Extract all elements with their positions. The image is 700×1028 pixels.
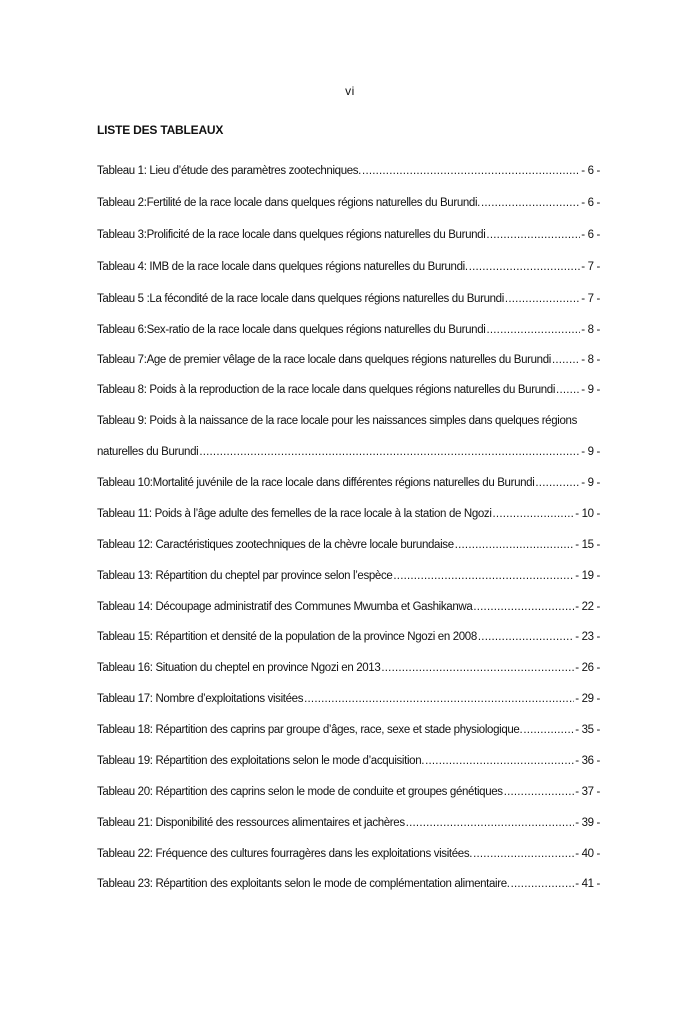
toc-entry-page: - 9 - bbox=[581, 384, 600, 396]
toc-entry-page: - 7 - bbox=[581, 261, 600, 273]
toc-entry-title: Tableau 16: Situation du cheptel en province Ngozi en 2013 bbox=[97, 662, 381, 674]
toc-entry-8[interactable] bbox=[97, 382, 600, 398]
dot-leader bbox=[199, 444, 580, 460]
toc-entry-page: - 23 - bbox=[575, 631, 600, 643]
toc-entry-page: - 9 - bbox=[581, 446, 600, 458]
toc-entry-title: Tableau 13: Répartition du cheptel par province selon l’espèce bbox=[97, 570, 393, 582]
dot-leader bbox=[523, 722, 574, 738]
dot-leader bbox=[425, 753, 574, 769]
toc-entry-19[interactable] bbox=[97, 753, 600, 769]
dot-leader bbox=[556, 382, 580, 398]
toc-entry-14[interactable] bbox=[97, 599, 600, 615]
toc-entry-title: Tableau 14: Découpage administratif des Communes Mwumba et Gashikanwa bbox=[97, 601, 473, 613]
toc-entry-title: Tableau 18: Répartition des caprins par groupe d’âges, race, sexe et stade physiologique. bbox=[97, 724, 523, 736]
toc-entry-page: - 29 - bbox=[575, 693, 600, 705]
dot-leader bbox=[362, 163, 580, 179]
toc-entry-title: Tableau 5 :La fécondité de la race locale dans quelques régions naturelles du Burundi bbox=[97, 293, 504, 305]
toc-entry-title: Tableau 15: Répartition et densité de la population de la province Ngozi en 2008 bbox=[97, 631, 477, 643]
toc-entry-9-line-1[interactable]: Tableau 9: Poids à la naissance de la race locale pour les naissances simples dans quelques régions bbox=[97, 415, 577, 427]
page-number: vi bbox=[345, 84, 355, 98]
toc-entry-page: - 19 - bbox=[575, 570, 600, 582]
toc-entry-7[interactable] bbox=[97, 352, 600, 368]
dot-leader bbox=[469, 259, 581, 275]
toc-entry-page: - 35 - bbox=[575, 724, 600, 736]
toc-entry-page: - 8 - bbox=[581, 354, 600, 366]
dot-leader bbox=[304, 691, 574, 707]
toc-entry-page: - 6 - bbox=[581, 165, 600, 177]
dot-leader bbox=[381, 660, 574, 676]
dot-leader bbox=[505, 291, 580, 307]
dot-leader bbox=[552, 352, 580, 368]
toc-entry-13[interactable] bbox=[97, 568, 600, 584]
toc-entry-title: Tableau 6:Sex-ratio de la race locale dans quelques régions naturelles du Burundi bbox=[97, 324, 486, 336]
toc-entry-16[interactable] bbox=[97, 660, 600, 676]
toc-entry-20[interactable] bbox=[97, 784, 600, 800]
toc-entry-11[interactable] bbox=[97, 506, 600, 522]
toc-entry-page: - 37 - bbox=[575, 786, 600, 798]
toc-entry-17[interactable] bbox=[97, 691, 600, 707]
toc-entry-3[interactable] bbox=[97, 227, 600, 243]
toc-entry-title: Tableau 20: Répartition des caprins selon le mode de conduite et groupes génétiques bbox=[97, 786, 503, 798]
toc-entry-4[interactable] bbox=[97, 259, 600, 275]
dot-leader bbox=[504, 784, 575, 800]
toc-entry-2[interactable] bbox=[97, 195, 600, 211]
toc-entry-title: Tableau 1: Lieu d’étude des paramètres zootechniques. bbox=[97, 165, 362, 177]
toc-entry-page: - 39 - bbox=[575, 817, 600, 829]
dot-leader bbox=[511, 876, 575, 892]
toc-entry-1[interactable] bbox=[97, 163, 600, 179]
dot-leader bbox=[478, 629, 574, 645]
dot-leader bbox=[486, 227, 580, 243]
toc-entry-title: naturelles du Burundi bbox=[97, 446, 199, 458]
dot-leader bbox=[455, 537, 575, 553]
toc-entry-title: Tableau 19: Répartition des exploitations selon le mode d’acquisition. bbox=[97, 755, 425, 767]
section-heading: LISTE DES TABLEAUX bbox=[97, 123, 224, 137]
toc-entry-page: - 26 - bbox=[575, 662, 600, 674]
dot-leader bbox=[486, 322, 580, 338]
toc-entry-title: Tableau 21: Disponibilité des ressources alimentaires et jachères bbox=[97, 817, 405, 829]
toc-entry-title: Tableau 17: Nombre d’exploitations visitées bbox=[97, 693, 304, 705]
toc-entry-page: - 40 - bbox=[575, 848, 600, 860]
dot-leader bbox=[406, 815, 575, 831]
dot-leader bbox=[535, 475, 580, 491]
toc-entry-title: Tableau 22: Fréquence des cultures fourragères dans les exploitations visitées. bbox=[97, 848, 473, 860]
toc-entry-21[interactable] bbox=[97, 815, 600, 831]
toc-entry-title: Tableau 23: Répartition des exploitants selon le mode de complémentation alimentaire. bbox=[97, 878, 510, 890]
toc-entry-9[interactable] bbox=[97, 444, 600, 460]
dot-leader bbox=[393, 568, 574, 584]
toc-entry-23[interactable] bbox=[97, 876, 600, 892]
toc-entry-title: Tableau 11: Poids à l’âge adulte des femelles de la race locale à la station de Ngozi bbox=[97, 508, 492, 520]
dot-leader bbox=[481, 195, 580, 211]
toc-entry-title: Tableau 12: Caractéristiques zootechniques de la chèvre locale burundaise bbox=[97, 539, 454, 551]
toc-entry-title: Tableau 3:Prolificité de la race locale dans quelques régions naturelles du Burundi bbox=[97, 229, 486, 241]
toc-entry-page: - 10 - bbox=[575, 508, 600, 520]
toc-entry-page: - 41 - bbox=[575, 878, 600, 890]
toc-entry-10[interactable] bbox=[97, 475, 600, 491]
toc-entry-6[interactable] bbox=[97, 322, 600, 338]
toc-entry-page: - 9 - bbox=[581, 477, 600, 489]
toc-entry-page: - 7 - bbox=[581, 293, 600, 305]
toc-entry-title: Tableau 10:Mortalité juvénile de la race locale dans différentes régions naturelles du Burundi bbox=[97, 477, 535, 489]
toc-entry-page: - 6 - bbox=[581, 229, 600, 241]
toc-entry-page: - 8 - bbox=[581, 324, 600, 336]
toc-entry-page: - 36 - bbox=[575, 755, 600, 767]
toc-entry-title: Tableau 4: IMB de la race locale dans quelques régions naturelles du Burundi. bbox=[97, 261, 468, 273]
toc-entry-12[interactable] bbox=[97, 537, 600, 553]
toc-entry-18[interactable] bbox=[97, 722, 600, 738]
toc-entry-22[interactable] bbox=[97, 846, 600, 862]
toc-entry-page: - 15 - bbox=[575, 539, 600, 551]
dot-leader bbox=[473, 846, 574, 862]
toc-entry-page: - 6 - bbox=[581, 197, 600, 209]
toc-entry-page: - 22 - bbox=[575, 601, 600, 613]
toc-entry-title: Tableau 2:Fertilité de la race locale dans quelques régions naturelles du Burundi. bbox=[97, 197, 481, 209]
toc-entry-15[interactable] bbox=[97, 629, 600, 645]
toc-entry-5[interactable] bbox=[97, 291, 600, 307]
toc-entry-title: Tableau 7:Age de premier vêlage de la race locale dans quelques régions naturelles du Burundi bbox=[97, 354, 551, 366]
toc-entry-title: Tableau 8: Poids à la reproduction de la race locale dans quelques régions naturelles du Burundi bbox=[97, 384, 556, 396]
dot-leader bbox=[493, 506, 575, 522]
dot-leader bbox=[473, 599, 574, 615]
